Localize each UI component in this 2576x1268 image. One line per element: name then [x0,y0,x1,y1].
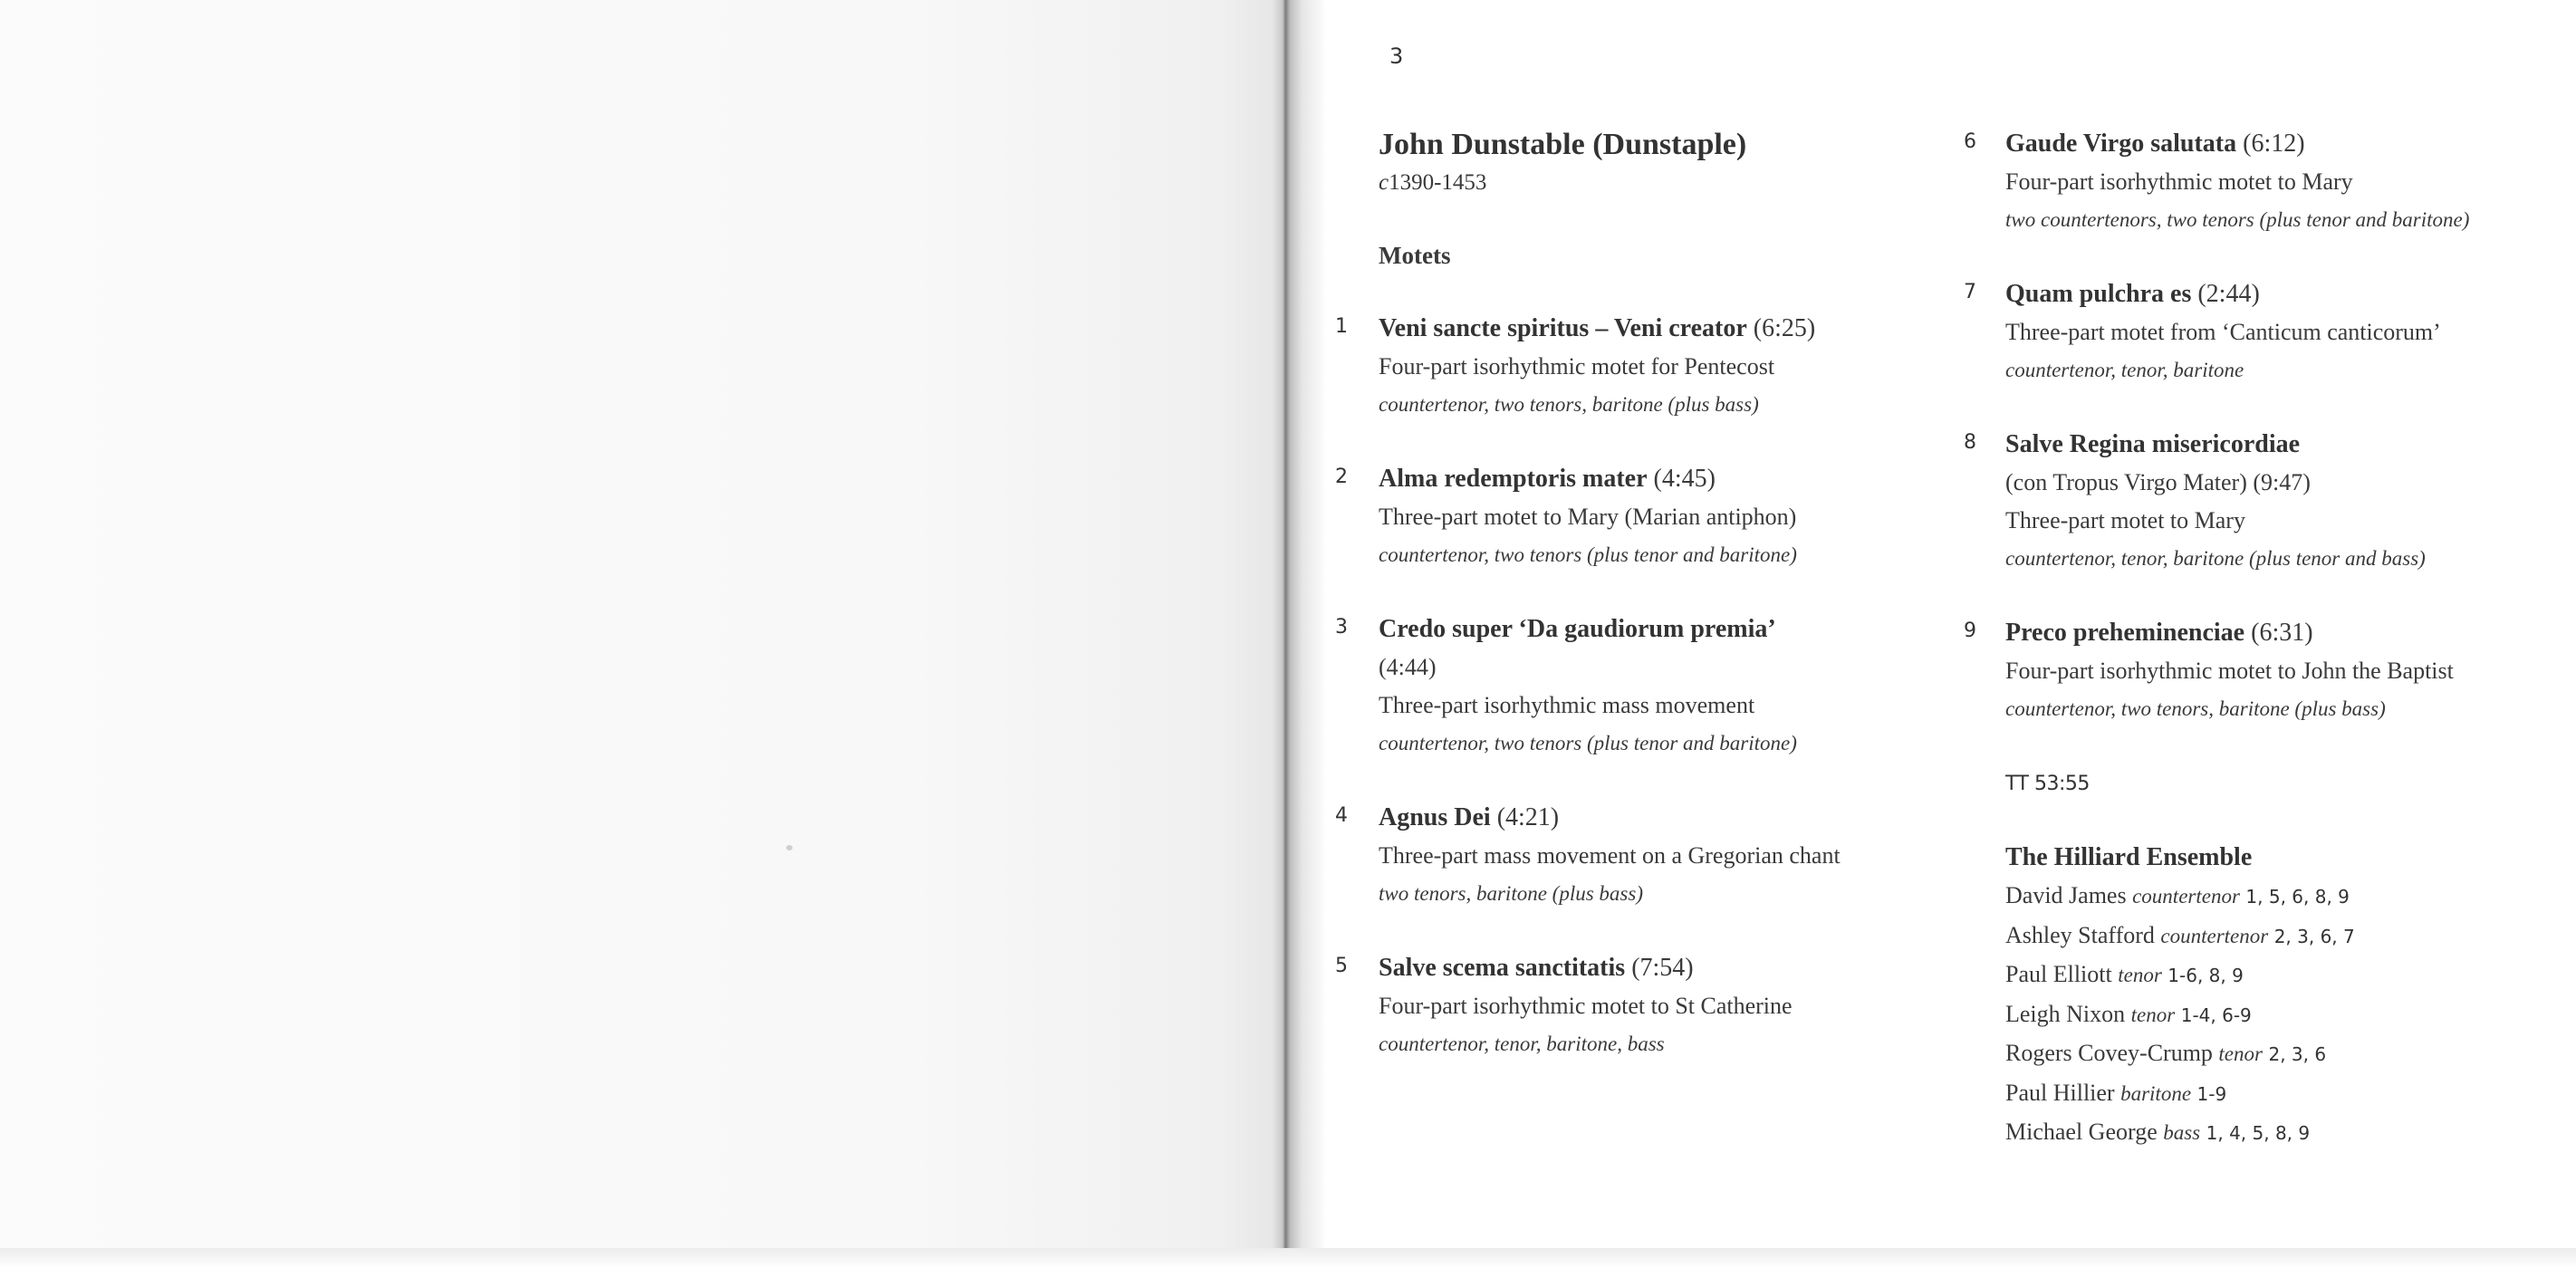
member-name: Leigh Nixon [2005,1000,2126,1027]
track-voices: countertenor, two tenors (plus tenor and baritone) [1379,543,1797,566]
tracklist-right-column [1964,125,2549,1153]
member-name: Paul Hillier [2005,1079,2115,1106]
ensemble-member [2005,1034,2549,1074]
track-number: 2 [1335,466,1348,488]
track-description: Three-part isorhythmic mass movement [1379,692,1755,718]
track-subtitle: (con Tropus Virgo Mater) [2005,469,2247,495]
member-role: tenor [2118,964,2162,986]
track-title [2005,426,2549,464]
track-description: Three-part mass movement on a Gregorian chant [1379,842,1841,869]
track-title [1379,310,1886,348]
member-tracks: 1, 5, 6, 8, 9 [2245,886,2350,908]
tracklist-left-column [1335,125,1886,1063]
track-voices: countertenor, two tenors (plus tenor and baritone) [1379,732,1797,754]
paper-speck [786,845,793,850]
circa-prefix: c [1379,170,1389,195]
track-description: Four-part isorhythmic motet to John the Baptist [2005,658,2454,684]
track-duration: (6:25) [1753,314,1816,342]
member-tracks: 2, 3, 6 [2268,1043,2327,1065]
page-number: 3 [1389,43,1404,69]
track-5 [1335,949,1886,1063]
track-number: 3 [1335,616,1348,639]
track-1 [1335,310,1886,424]
composer-dates [1379,165,1886,201]
ensemble-member [2005,1074,2549,1114]
ensemble-member [2005,917,2549,956]
member-role: countertenor [2132,885,2240,908]
track-number: 6 [1964,130,1976,153]
track-title-text: Alma redemptoris mater [1379,465,1648,493]
track-voices: countertenor, tenor, baritone (plus tenor and bass) [2005,547,2426,570]
ensemble-member [2005,995,2549,1035]
track-7 [1964,275,2549,389]
member-role: tenor [2218,1042,2263,1065]
track-voices: countertenor, tenor, baritone, bass [1379,1033,1665,1055]
ensemble-member [2005,1113,2549,1153]
track-number: 7 [1964,281,1976,303]
member-role: bass [2163,1121,2201,1144]
section-heading: Motets [1379,242,1451,269]
track-description: Three-part motet from ‘Canticum canticorum’ [2005,319,2441,345]
book-spine [1273,0,1327,1252]
total-time: TT 53:55 [2005,773,2090,795]
member-role: baritone [2120,1081,2192,1105]
track-title [2005,614,2549,652]
track-description: Four-part isorhythmic motet to St Catherine [1379,993,1793,1019]
track-2 [1335,460,1886,574]
track-title-text: Quam pulchra es [2005,280,2192,308]
track-description: Four-part isorhythmic motet for Pentecost [1379,353,1775,379]
composer-name: John Dunstable (Dunstaple) [1379,128,1747,161]
ensemble-name: The Hilliard Ensemble [2005,843,2253,871]
member-name: Paul Elliott [2005,961,2112,987]
track-voices: two countertenors, two tenors (plus tenor and baritone) [2005,208,2470,231]
track-title [1379,799,1886,837]
track-duration: (4:21) [1496,803,1560,831]
ensemble-member [2005,877,2549,917]
track-description: Three-part motet to Mary [2005,507,2245,533]
track-voices: countertenor, tenor, baritone [2005,359,2244,381]
member-name: Ashley Stafford [2005,921,2155,948]
track-8 [1964,426,2549,578]
track-duration: (6:31) [2251,619,2313,647]
track-duration: (7:54) [1631,954,1694,982]
member-role: tenor [2130,1003,2176,1026]
track-title-text: Veni sancte spiritus – Veni creator [1379,314,1747,342]
track-number: 4 [1335,804,1348,827]
member-name: Michael George [2005,1119,2158,1145]
ensemble-member [2005,956,2549,995]
track-subtitle-line [2005,464,2549,502]
member-tracks: 1-4, 6-9 [2180,1004,2252,1026]
track-title [2005,125,2549,163]
track-title-text: Preco preheminenciae [2005,619,2245,647]
track-duration: (9:47) [2253,469,2311,495]
track-4 [1335,799,1886,913]
track-voices: two tenors, baritone (plus bass) [1379,882,1643,905]
track-title [1379,949,1886,987]
member-name: David James [2005,882,2127,908]
track-number: 1 [1335,315,1348,338]
track-number: 5 [1335,955,1348,977]
track-duration: (4:45) [1653,465,1716,493]
track-title [1379,610,1886,648]
track-9 [1964,614,2549,728]
member-name: Rogers Covey-Crump [2005,1040,2213,1066]
track-title [2005,275,2549,313]
composer-years: 1390-1453 [1389,170,1487,195]
track-description: Three-part motet to Mary (Marian antiphon) [1379,504,1797,530]
track-duration: (4:44) [1379,654,1437,680]
track-title-text: Salve Regina misericordiae [2005,430,2301,458]
left-page [0,0,1284,1252]
track-description: Four-part isorhythmic motet to Mary [2005,168,2353,195]
track-6 [1964,125,2549,239]
member-tracks: 1, 4, 5, 8, 9 [2206,1122,2311,1144]
track-number: 9 [1964,620,1976,642]
page-bottom-edge [0,1248,2576,1268]
track-title [1379,460,1886,498]
track-duration: (6:12) [2243,130,2305,158]
track-title-text: Salve scema sanctitatis [1379,954,1626,982]
track-number: 8 [1964,431,1976,454]
member-tracks: 2, 3, 6, 7 [2273,925,2355,947]
track-voices: countertenor, two tenors, baritone (plus bass) [1379,393,1759,416]
track-title-text: Agnus Dei [1379,803,1491,831]
track-title-text: Gaude Virgo salutata [2005,130,2237,158]
track-duration: (2:44) [2197,280,2260,308]
member-tracks: 1-9 [2196,1082,2227,1105]
track-3 [1335,610,1886,763]
member-role: countertenor [2160,924,2269,947]
member-tracks: 1-6, 8, 9 [2167,965,2244,986]
track-title-text: Credo super ‘Da gaudiorum premia’ [1379,615,1776,643]
track-voices: countertenor, two tenors, baritone (plus bass) [2005,697,2386,720]
